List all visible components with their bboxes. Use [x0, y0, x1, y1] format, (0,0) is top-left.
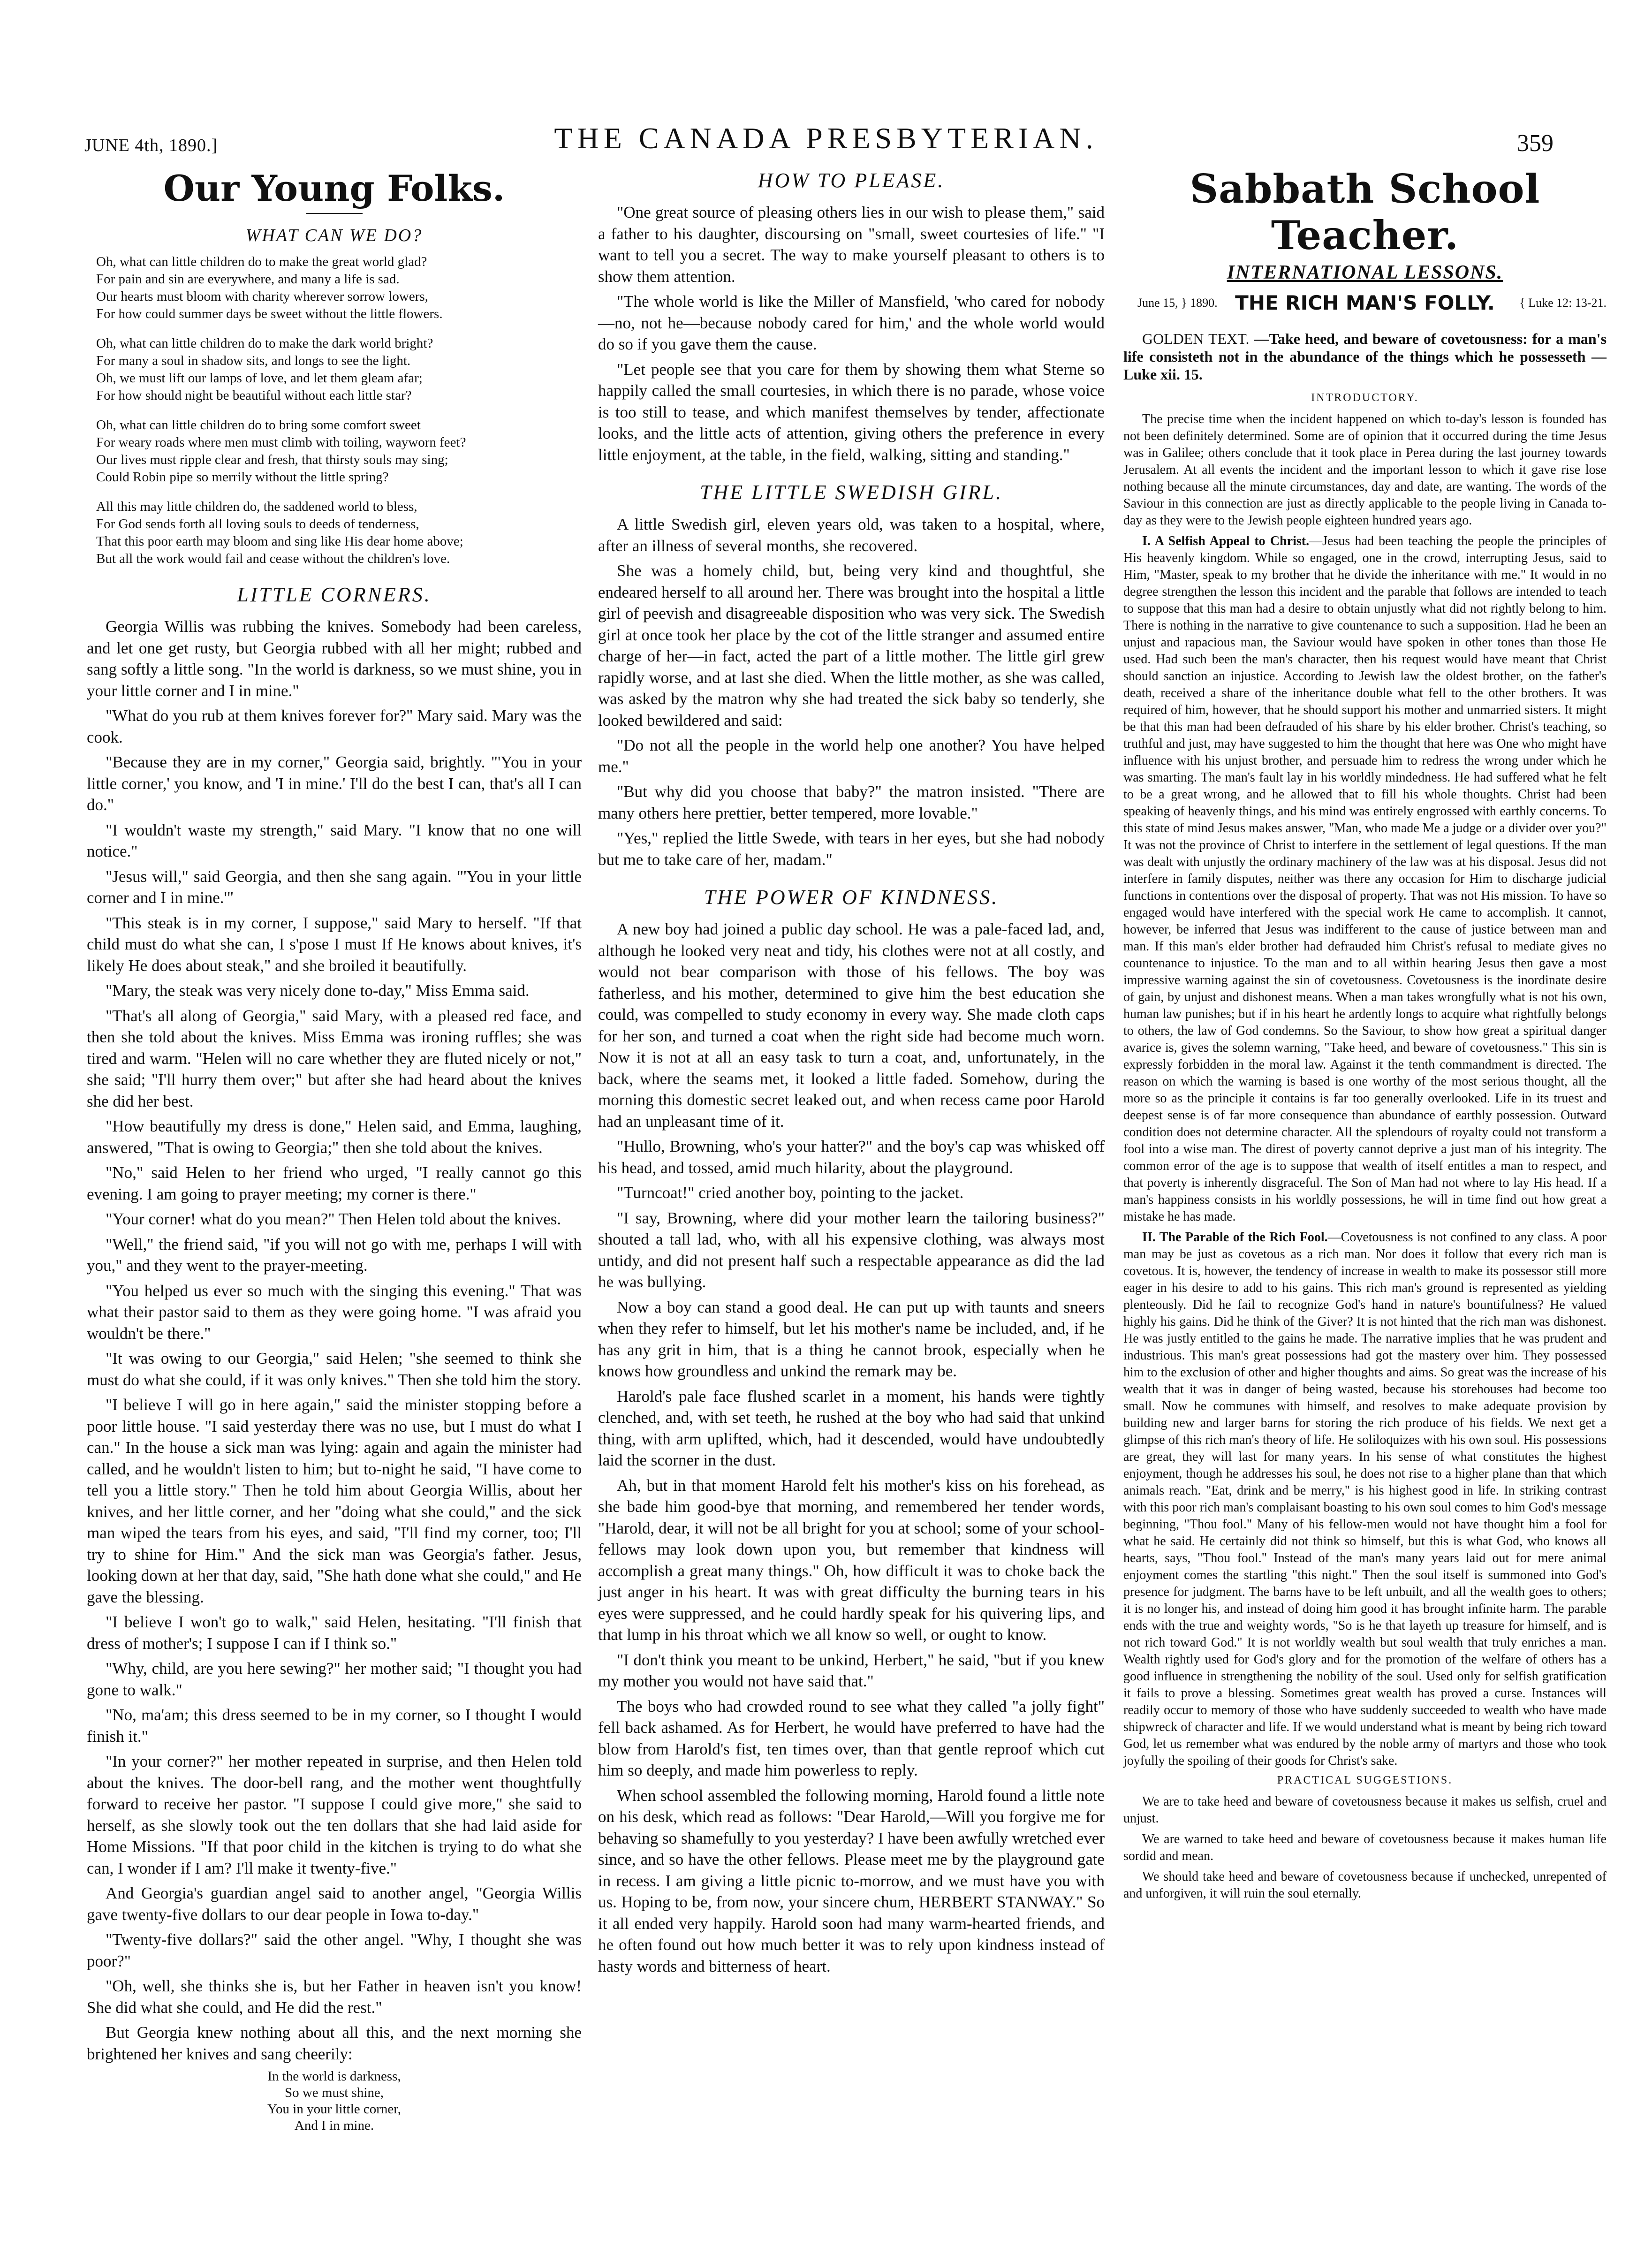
paragraph: Georgia Willis was rubbing the knives. Somebody had been careless, and let one get rusty, but Georgia rubbed with all her might; rubbed and sang softly a little song. "In the world is darkness, so we must shine, you in your little corner and I in mine." — [87, 617, 582, 700]
paragraph: The boys who had crowded round to see what they called "a jolly fight" fell back ashamed. As for Herbert, he would have preferred to have had the blow from Harold's fist, ten times over, than that gentle reproof which cut him so deeply, and made him powerless to reply. — [598, 1697, 1105, 1779]
paragraph: "Twenty-five dollars?" said the other angel. "Why, I thought she was poor?" — [87, 1930, 582, 1970]
paragraph: Now a boy can stand a good deal. He can put up with taunts and sneers when they refer to himself, but let his mother's name be included, and, if he has any grit in him, that is a thing he cannot brook, especially when he knows how groundless and unkind the remark may be. — [598, 1298, 1105, 1380]
paragraph: "One great source of pleasing others lies in our wish to please them," said a father to his daughter, discoursing on "small, sweet courtesies of life." "I want to tell you a secret. The way to make yourself pleasant to others is to show them attention. — [598, 203, 1105, 286]
poem-line: For God sends forth all loving souls to deeds of tenderness, — [96, 516, 419, 531]
paragraph: Ah, but in that moment Harold felt his mother's kiss on his forehead, as she bade him good-bye that morning, and remembered her tender words, "Harold, dear, it will not be all bright for you at school; some of your school-fellows may look down upon you, but remember that kindness will accomplish a great many things." Oh, how difficult it was to choke back the just anger in his heart. It was with great difficulty the burning tears in his eyes were suppressed, and he could hardly speak for his quivering lips, and that lump in his throat which we all know so well, or ought to know. — [598, 1476, 1105, 1644]
paragraph: "I wouldn't waste my strength," said Mary. "I know that no one will notice." — [87, 820, 582, 860]
issue-date: JUNE 4th, 1890.] — [84, 136, 218, 155]
verse-line: And I in mine. — [294, 2118, 374, 2133]
paragraph: She was a homely child, but, being very kind and thoughtful, she endeared herself to all around her. There was brought into the hospital a little girl of peevish and disagreeable disposition who was very sick. The Swedish girl at once took her place by the cot of the little stranger and assumed entire charge of her—in fact, acted the part of a little mother. The little girl grew rapidly worse, and at last she died. When the little mother, as she was called, was asked by the matron why she had treated the sick baby so tenderly, she looked bewildered and said: — [598, 562, 1105, 729]
lesson-title: THE RICH MAN'S FOLLY. — [1235, 291, 1495, 314]
poem-line: Oh, what can little children do to make the great world glad? — [96, 254, 427, 269]
paragraph: "It was owing to our Georgia," said Helen; "she seemed to think she must do what she could, if it was only knives." Then she told him the story. — [87, 1349, 582, 1389]
poem-line: But all the work would fail and cease without the children's love. — [96, 551, 450, 566]
paragraph: "Turncoat!" cried another boy, pointing to the jacket. — [617, 1184, 964, 1202]
section-one-heading: I. A Selfish Appeal to Christ. — [1142, 534, 1310, 548]
paragraph: "No, ma'am; this dress seemed to be in my corner, so I thought I would finish it." — [87, 1706, 582, 1746]
paragraph: "But why did you choose that baby?" the matron insisted. "There are many others here prettier, better tempered, more lovable." — [598, 782, 1105, 822]
verse-line: In the world is darkness, — [267, 2069, 401, 2084]
paragraph: "I don't think you meant to be unkind, Herbert," he said, "but if you knew my mother you would not have said that." — [598, 1650, 1105, 1690]
paragraph: But Georgia knew nothing about all this, and the next morning she brightened her knives and sang cheerily: — [87, 2023, 582, 2063]
story-swedish-girl — [598, 514, 1105, 870]
page-header — [0, 121, 1652, 163]
poem-line: Oh, we must lift our lamps of love, and let them gleam afar; — [96, 371, 423, 386]
paragraph: "Because they are in my corner," Georgia said, brightly. "'You in your little corner,' you know, and 'I in mine.' I'll do the best I can, that's all I can do." — [87, 753, 582, 814]
poem-line: For how should night be beautiful without each little star? — [96, 388, 412, 403]
section-one — [1123, 533, 1607, 1225]
paragraph: A new boy had joined a public day school. He was a pale-faced lad, and, although he looked very neat and tidy, his clothes were not at all costly, and would not bear comparison with those of his fellows. The boy was fatherless, and his mother, determined to give him the best education she could, was compelled to study economy in every way. She made cloth caps for her son, and turned a coat when the right side had become much worn. Now it is not at all an easy task to turn a coat, and, unfortunately, in the back, where the seams met, it looked a little faded. Somehow, during the morning this domestic secret leaked out, and when recess came poor Harold had an unpleasant time of it. — [598, 920, 1105, 1131]
divider — [306, 213, 363, 214]
paragraph: "Hullo, Browning, who's your hatter?" and the boy's cap was whisked off his head, and tossed, amid much hilarity, about the playground. — [598, 1137, 1105, 1177]
international-lessons-heading: INTERNATIONAL LESSONS. — [1227, 262, 1503, 283]
practical-suggestions-heading: PRACTICAL SUGGESTIONS. — [1277, 1774, 1453, 1786]
section-title-sabbath-school: Sabbath School Teacher. — [1190, 166, 1540, 258]
paragraph: "What do you rub at them knives forever for?" Mary said. Mary was the cook. — [87, 706, 582, 746]
lesson-heading — [1123, 291, 1607, 324]
paragraph: "Do not all the people in the world help one another? You have helped me." — [598, 736, 1105, 776]
paragraph: "I believe I will go in here again," said the minister stopping before a poor little house. "I said yesterday there was no use, but I must do what I can." In the house a sick man was lying: again and again the minister had called, and he wouldn't listen to him; but to-night he said, "I have come to tell you a little story." Then he told him about Georgia Willis, about her knives, and her little corner, and her "doing what she could," and the sick man wiped the tears from his eyes, and said, "I'll find my corner, too; I'll try to shine for Him." And the sick man was Georgia's father. Jesus, looking down at her that day, said, "She hath done what she could," and He gave the blessing. — [87, 1396, 582, 1606]
poem-line: Our hearts must bloom with charity wherever sorrow lowers, — [96, 289, 428, 304]
paragraph: We are warned to take heed and beware of covetousness because it makes human life sordid and mean. — [1123, 1832, 1607, 1863]
paragraph: "I say, Browning, where did your mother learn the tailoring business?" shouted a tall lad, who, with all his expensive clothing, was always most untidy, and did not present half such a respectable appearance as did the lad he was bullying. — [598, 1208, 1105, 1291]
poem-line: That this poor earth may bloom and sing like His dear home above; — [96, 534, 463, 549]
stanza-gap — [87, 404, 582, 417]
lesson-reference: { Luke 12: 13-21. — [1519, 296, 1607, 310]
poem-what-can-we-do — [87, 253, 582, 568]
paragraph: "You helped us ever so much with the singing this evening." That was what their pastor said to them as they were going home. "I was afraid you wouldn't be there." — [87, 1281, 582, 1343]
paragraph: We should take heed and beware of covetousness because if unchecked, unrepented of and unforgiven, it will ruin the soul eternally. — [1123, 1869, 1607, 1901]
paragraph: "That's all along of Georgia," said Mary, with a pleased red face, and then she told about the knives. Miss Emma was ironing ruffles; she was tired and warm. "Helen will no care whether they are fluted nicely or not," she said; "I'll hurry them over;" but after she had heard about the knives she did her best. — [87, 1006, 582, 1110]
story-power-of-kindness — [598, 919, 1105, 1977]
paragraph: "In your corner?" her mother repeated in surprise, and then Helen told about the knives. The door-bell rang, and the mother went thoughtfully forward to receive her pastor. "I suppose I could give more," she said to herself, as she slowly took out the ten dollars that she had laid aside for Home Missions. "If that poor child in the kitchen is trying to do what she can, I wonder if I am? I'll make it twenty-five." — [87, 1752, 582, 1877]
closing-verse — [87, 2068, 582, 2134]
page-number: 359 — [1517, 130, 1553, 157]
verse-line: You in your little corner, — [267, 2102, 402, 2117]
poem-line: Oh, what can little children do to make the dark world bright? — [96, 336, 433, 351]
paragraph: "I believe I won't go to walk," said Helen, hesitating. "I'll finish that dress of mother's; I suppose I can if I think so." — [87, 1613, 582, 1653]
paragraph: "This steak is in my corner, I suppose," said Mary to herself. "If that child must do what she can, I s'pose I must If He knows about knives, it's likely He does about steak," and she broiled it beautifully. — [87, 913, 582, 975]
paragraph: "The whole world is like the Miller of Mansfield, 'who cared for nobody—no, not he—because nobody cared for him,' and the whole world would do so if you gave them the cause. — [598, 292, 1105, 353]
section-title-young-folks: Our Young Folks. — [163, 167, 505, 209]
stanza-gap — [87, 486, 582, 498]
lesson-date: June 15, } 1890. — [1137, 296, 1218, 310]
story-little-corners — [87, 616, 582, 2065]
poem-title: WHAT CAN WE DO? — [245, 226, 423, 245]
paragraph: "Mary, the steak was very nicely done to-day," Miss Emma said. — [106, 981, 530, 1000]
paragraph: "No," said Helen to her friend who urged, "I really cannot go this evening. I am going to prayer meeting; my corner is there." — [87, 1163, 582, 1203]
poem-line: Our lives must ripple clear and fresh, that thirsty souls may sing; — [96, 452, 448, 467]
paragraph: A little Swedish girl, eleven years old, was taken to a hospital, where, after an illness of several months, she recovered. — [598, 515, 1105, 555]
poem-line: For weary roads where men must climb with toiling, wayworn feet? — [96, 435, 466, 450]
section-two-heading: II. The Parable of the Rich Fool. — [1142, 1230, 1328, 1245]
paragraph: "Let people see that you care for them by showing them what Sterne so happily called the small courtesies, in which there is no parade, whose voice is too still to tease, and which manifest themselves by tender, affectionate looks, and the little acts of attention, giving others the preference in every little enjoyment, at the table, in the field, walking, sitting and standing." — [598, 360, 1105, 464]
paragraph: "Why, child, are you here sewing?" her mother said; "I thought you had gone to walk." — [87, 1659, 582, 1699]
story-title-little-corners: LITTLE CORNERS. — [237, 583, 432, 606]
poem-line: For pain and sin are everywhere, and many a life is sad. — [96, 272, 400, 287]
introductory-text: The precise time when the incident happened on which to-day's lesson is founded has not been definitely determined. Some are of opinion that it occurred during the time Jesus was in Galilee; others conclude that it took place in Perea during the last journey towards Jerusalem. At all events the incident and the important lesson to which it gave rise lose nothing because all the minute circumstances, day and date, are wanting. The words of the Saviour in this connection are just as directly applicable to the people living in Canada to-day as they were to the Jewish people eighteen hundred years ago. — [1123, 412, 1607, 528]
section-two — [1123, 1229, 1607, 1769]
golden-text-label: GOLDEN TEXT. — [1142, 330, 1250, 347]
golden-text-body: —Take heed, and beware of covetousness: for a man's life consisteth not in the abundance of the things which he possesseth —Luke xii. 15. — [1123, 330, 1607, 383]
golden-text — [1123, 330, 1607, 383]
paragraph: "Oh, well, she thinks she is, but her Father in heaven isn't you know! She did what she could, and He did the rest." — [87, 1977, 582, 2017]
paragraph: "Yes," replied the little Swede, with tears in her eyes, but she had nobody but me to take care of her, madam." — [598, 829, 1105, 869]
poem-line: For how could summer days be sweet without the little flowers. — [96, 306, 443, 321]
paragraph: "How beautifully my dress is done," Helen said, and Emma, laughing, answered, "That is owing to Georgia;" then she told about the knives. — [87, 1117, 582, 1157]
poem-line: Oh, what can little children do to bring some comfort sweet — [96, 418, 421, 433]
section-two-text: —Covetousness is not confined to any class. A poor man may be just as covetous as a rich man. Nor does it follow that every rich man is covetous. It is, however, the tendency of increase in wealth to make its possessor still more eager in his desire to add to his gains. This rich man's ground is represented as yielding plenteously. Did he fail to recognize God's hand in nature's bountifulness? He valued highly his gains. Did he think of the Giver? It is not hinted that the rich man was dishonest. He was justly entitled to the gains he made. The narrative implies that he was prudent and industrious. This man's great possessions had got the mastery over him. They possessed him to the exclusion of other and higher thoughts and aims. So great was the increase of his wealth that it was in danger of being wasted, because his storehouses had become too small. Now he communes with himself, and resolves to make adequate provision by building new and larger barns for storing the rich produce of his fields. We next get a glimpse of this rich man's theory of life. He soliloquizes with his own soul. His possessions are great, they will last for many years. In his sense of what constitutes the highest enjoyment, though he addresses his soul, he does not rise to a higher plane than that which animals reach. "Eat, drink and be merry," is his highest good in life. In striking contrast with this poor rich man's complaisant boasting to his own soul comes to him God's message beginning, "Thou fool." Many of his fellow-men would not have thought him a fool for what he said. He certainly did not think so himself, but this is what God, who knows all hearts, says, "Thou fool." Instead of the man's many years laid out for mere animal enjoyment comes the startling "this night." Then the soul itself is summoned into God's presence for judgment. The barns have to be left unbuilt, and all the wealth goes to others; it is no longer his, and instead of doing him good it has brought infinite harm. The parable ends with the true and weighty words, "So is he that layeth up treasure for himself, and is not rich toward God." It is not worldly wealth but soul wealth that truly enriches a man. Wealth rightly used for God's glory and for the promotion of the welfare of others has a good influence in strengthening the nobility of the soul. Used only for selfish gratification it fails to prove a blessing. Sometimes great wealth has proved a curse. Instances will readily occur to memory of those who have suddenly succeeded to wealth who have made shipwreck of character and life. If we would understand what is meant by being rich toward God, let us remember what was endured by the noble army of martyrs and those who took joyfully the spoiling of their goods for Christ's sake. — [1123, 1230, 1607, 1768]
practical-suggestions — [1123, 1793, 1607, 1902]
story-title-power-of-kindness: THE POWER OF KINDNESS. — [704, 886, 999, 909]
section-one-text: —Jesus had been teaching the people the principles of His heavenly kingdom. While so engaged, one in the crowd, interrupting Jesus, said to Him, "Master, speak to my brother that he divide the inheritance with me." It would in no degree strengthen the lesson this incident and the parable that follows are intended to teach to suppose that this man had a desire to obtain unjustly what did not rightly belong to him. There is nothing in the narrative to give countenance to such a supposition. Had he been an unjust and rapacious man, the Saviour would have spoken in other tones than those He used. Had such been the man's character, then his request would have meant that Christ should sanction an injustice. According to Jewish law the oldest brother, on the father's death, received a share of the inheritance double what fell to the other brothers. It was required of him, however, that he should support his mother and unmarried sisters. It might be that this man had been defrauded of his share by his elder brother. Christ's teaching, so truthful and just, may have suggested to him the thought that here was One who might have influence with his unjust brother, and persuade him to redress the wrong under which he was smarting. The man's fault lay in his worldly mindedness. He had suffered what he felt to be a great wrong, and he allowed that to fill his whole thoughts. Christ had been speaking of heavenly things, and his mind was entirely engrossed with earthly concerns. To this state of mind Jesus makes answer, "Man, who made Me a judge or a divider over you?" It was not the province of Christ to interfere in the settlement of legal questions. If the man was dealt with unjustly the ordinary machinery of the law was at his disposal. Jesus did not interfere in family disputes, neither was there any occasion for Him to discharge judicial functions in contentions over the disposal of property. That was not His mission. To have so engaged would have interfered with the special work He came to accomplish. It cannot, however, be inferred that Jesus was indifferent to the cause of justice between man and man. If this man's elder brother had defrauded him Christ's refusal to mediate gives no countenance to injustice. To the man and to all within hearing Jesus then gave a most impressive warning against the sin of covetousness. Covetousness is the inordinate desire of gain, by unjust and dishonest means. When a man takes wrongfully what is not his own, human law punishes; but if in his heart he ardently longs to acquire what rightfully belongs to others, the law of God condemns. So the Saviour, to show how great a spiritual danger avarice is, gives the solemn warning, "Take heed, and beware of covetousness." This sin is expressly forbidden in the moral law. Against it the tenth commandment is directed. The reason on which the warning is based is one worthy of the most serious thought, all the more so as the principle it contains is far too generally overlooked. Life in its truest and deepest sense is of far more consequence than abundance of earthly possession. Outward condition does not determine character. All the splendours of royalty could not transform a fool into a wise man. The direst of poverty cannot deprive a just man of his integrity. The common error of the age is to suppose that wealth of itself entitles a man to respect, and that poverty is inherently disgraceful. The Son of Man had not where to lay His head. If a man's happiness consists in his worldly possessions, he will in time find out how great a mistake he has made. — [1123, 534, 1607, 1224]
story-title-swedish-girl: THE LITTLE SWEDISH GIRL. — [699, 481, 1003, 504]
masthead-title: THE CANADA PRESBYTERIAN. — [554, 121, 1098, 155]
column-sabbath-school — [1123, 162, 1607, 1906]
paragraph: When school assembled the following morning, Harold found a little note on his desk, which read as follows: "Dear Harold,—Will you forgive me for behaving so shamefully to you yesterday? I have been awfully wretched ever since, and so have the other fellows. Please meet me by the playground gate in recess. I am giving a little picnic to-morrow, and we must have you with us. Hoping to be, from now, your sincere chum, HERBERT STANWAY." So it all ended very happily. Harold soon had many warm-hearted friends, and he often found out how much better it was to rely upon kindness instead of hasty words and bitterness of heart. — [598, 1786, 1105, 1975]
paragraph: And Georgia's guardian angel said to another angel, "Georgia Willis gave twenty-five dollars to our dear people in Iowa to-day." — [87, 1884, 582, 1924]
stanza-gap — [87, 323, 582, 335]
paragraph: "Your corner! what do you mean?" Then Helen told about the knives. — [106, 1210, 561, 1228]
story-title-how-to-please: HOW TO PLEASE. — [758, 169, 945, 192]
poem-line: All this may little children do, the saddened world to bless, — [96, 499, 417, 514]
paragraph: Harold's pale face flushed scarlet in a moment, his hands were tightly clenched, and, with set teeth, he rushed at the boy who had said that unkind thing, with arm uplifted, which, had it descended, would have undoubtedly laid the scorner in the dust. — [598, 1387, 1105, 1469]
verse-line: So we must shine, — [284, 2085, 384, 2100]
poem-line: Could Robin pipe so merrily without the little spring? — [96, 470, 389, 485]
column-stories — [598, 162, 1105, 1981]
column-young-folks — [87, 162, 582, 2134]
introductory-heading: INTRODUCTORY. — [1311, 392, 1419, 404]
poem-line: For many a soul in shadow sits, and longs to see the light. — [96, 353, 411, 368]
paragraph: "Jesus will," said Georgia, and then she sang again. "'You in your little corner and I in mine.'" — [87, 867, 582, 907]
paragraph: We are to take heed and beware of covetousness because it makes us selfish, cruel and unjust. — [1123, 1794, 1607, 1826]
paragraph: "Well," the friend said, "if you will not go with me, perhaps I will with you," and they went to the prayer-meeting. — [87, 1235, 582, 1275]
story-how-to-please — [598, 202, 1105, 465]
